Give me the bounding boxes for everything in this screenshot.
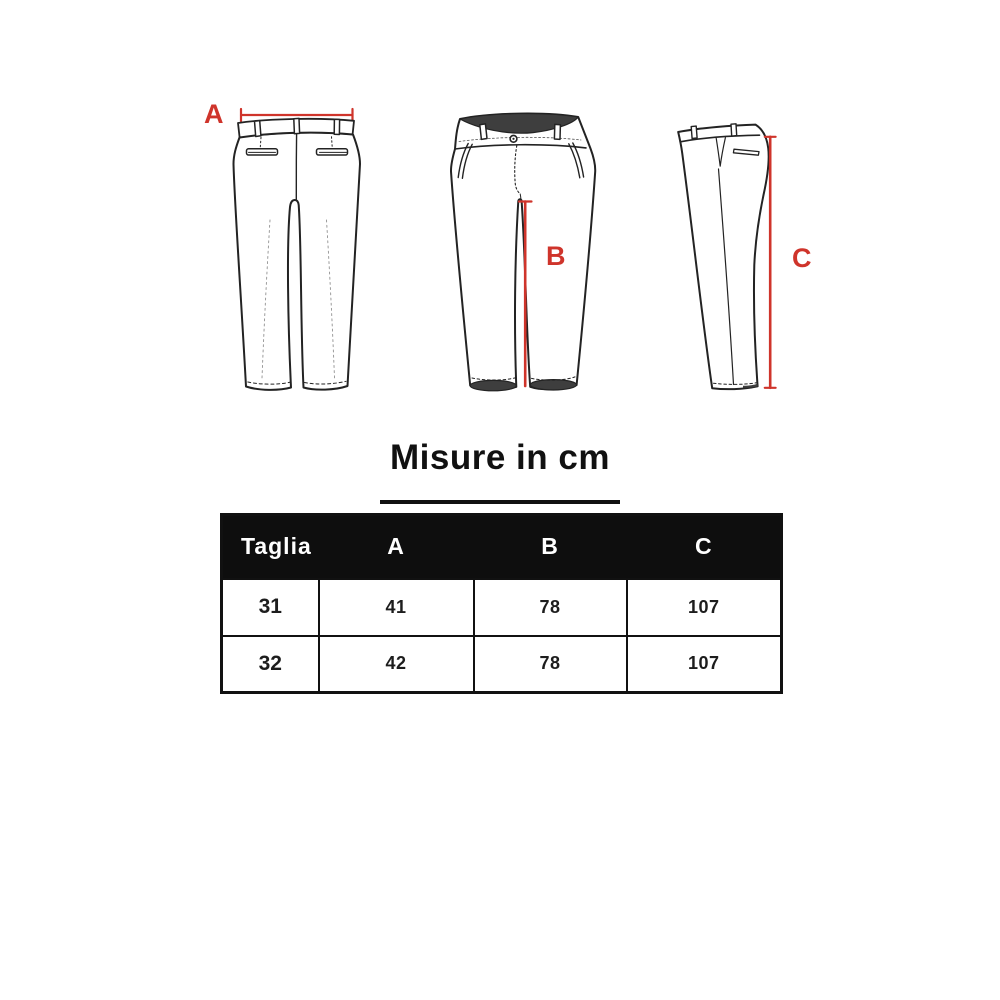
- col-header-taglia: Taglia: [222, 515, 319, 579]
- title-block: [0, 438, 1000, 504]
- col-header-b: B: [474, 515, 627, 579]
- right-hem-opening: [530, 380, 576, 390]
- measure-label-b: B: [546, 241, 566, 271]
- measure-c-value: 107: [627, 636, 782, 693]
- pants-back-view-drawing: [200, 95, 380, 415]
- pants-side-body: [678, 125, 769, 390]
- left-hem-opening: [470, 380, 516, 390]
- col-header-a: A: [319, 515, 474, 579]
- measure-a-value: 41: [319, 579, 474, 636]
- size-table: [220, 513, 783, 694]
- size-row-32: [222, 636, 782, 693]
- size-value: 32: [222, 636, 319, 693]
- measure-c-value: 107: [627, 579, 782, 636]
- size-value: 31: [222, 579, 319, 636]
- measure-label-c: C: [792, 243, 812, 273]
- measure-b-value: 78: [474, 636, 627, 693]
- measure-label-a: A: [204, 99, 224, 129]
- title-underline: [380, 500, 620, 504]
- size-row-31: [222, 579, 782, 636]
- waistband-button: [510, 135, 517, 142]
- measure-b-value: 78: [474, 579, 627, 636]
- pants-front-view-drawing: [435, 95, 615, 415]
- page-title: Misure in cm: [390, 438, 610, 477]
- measure-a-value: 42: [319, 636, 474, 693]
- size-table-header-row: [222, 515, 782, 579]
- col-header-c: C: [627, 515, 782, 579]
